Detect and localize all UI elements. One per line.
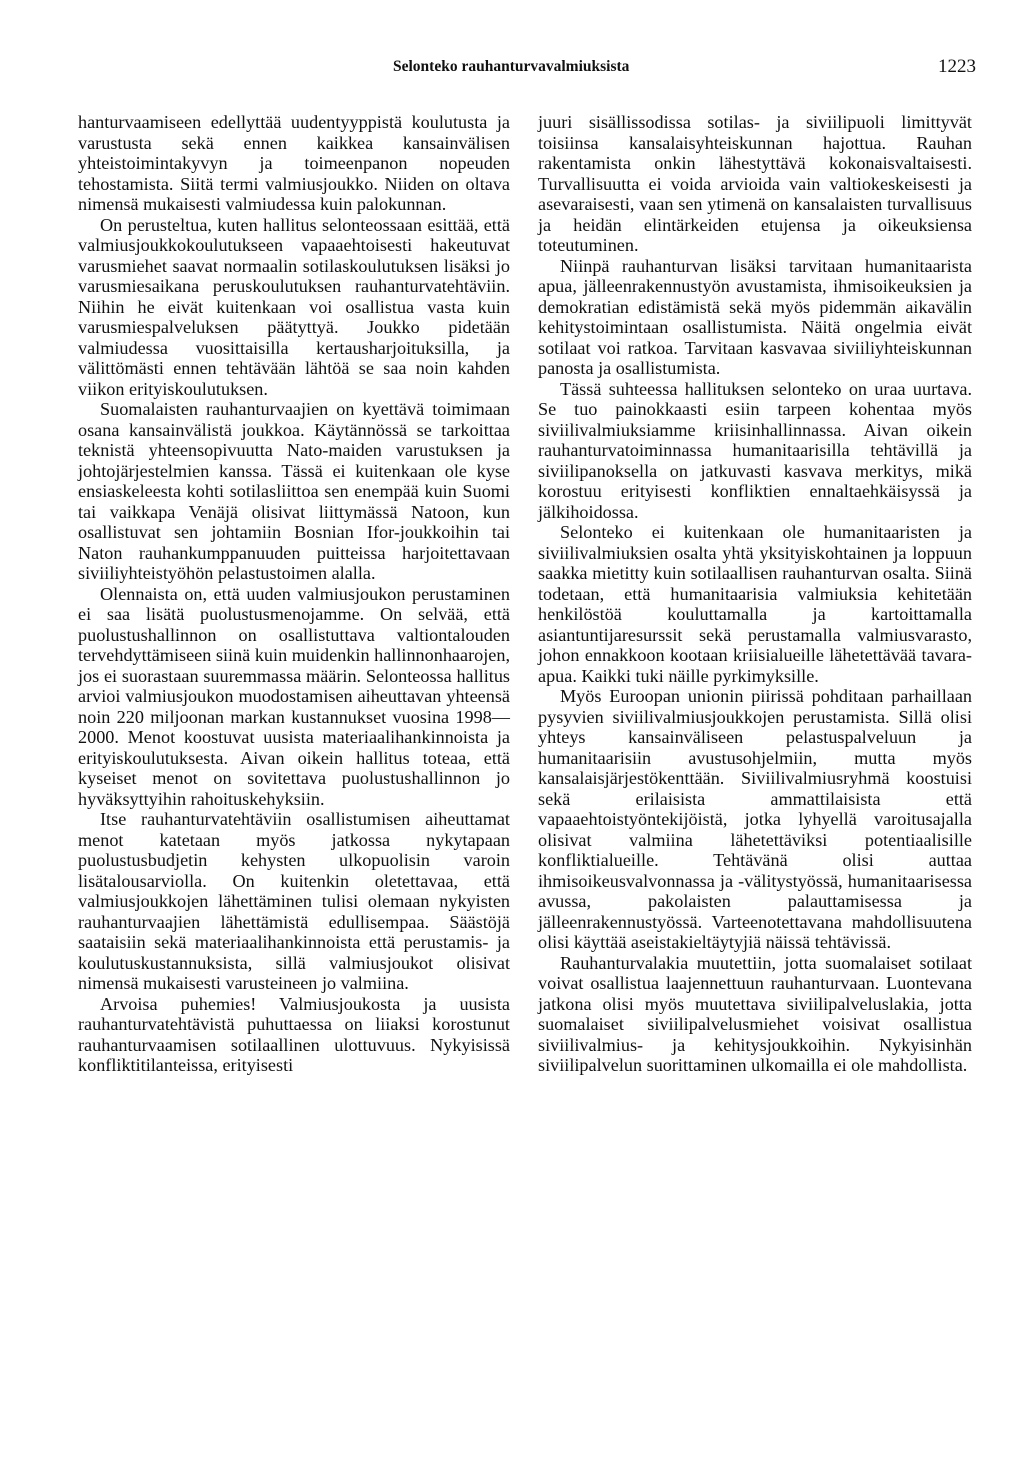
paragraph: Suomalaisten rauhanturvaajien on kyettävä toimimaan osana kansainvälistä joukkoa. Käytännössä se tarkoittaa teknistä yhteensopivuutta Nato-maiden varustuksen ja johtojärjestelmien kanssa. Tässä ei kuitenkaan ole kyse ensiaskeleesta kohti sotilasliittoa sen enempää kuin Suomi tai vaikkapa Venäjä olisivat liittymässä Natoon, kun osallistuvat sen johtamiin Bosnian Ifor-joukkoihin tai Naton rauhankumppanuuden puitteissa harjoitettavaan siviiliyhteistyöhön pelastustoimen alalla. (78, 399, 510, 583)
paragraph: juuri sisällissodissa sotilas- ja siviilipuoli limittyvät toisiinsa kansalaisyhteiskunnan hajottua. Rauhan rakentamista onkin lähestyttävä kokonaisvaltaisesti. Turvallisuutta ei voida arvioida vain valtiokeskeisesti ja asevaraisesti, vaan sen ytimenä on kansalaisten turvallisuus ja heidän elintärkeiden etujensa ja oikeuksiensa toteutuminen. (538, 112, 972, 255)
paragraph: Selonteko ei kuitenkaan ole humanitaaristen ja siviilivalmiuksien osalta yhtä yksityiskohtainen ja loppuun saakka mietitty kuin sotilaallisen rauhanturvan osalta. Siinä todetaan, että humanitaarisia valmiuksia kehitetään henkilöstöä kouluttamalla ja kartoittamalla asiantuntijaresurssit sekä perustamalla valmiusvarasto, johon ennakkoon kootaan kriisialueille lähetettävää tavara-apua. Kaikki tuki näille pyrkimyksille. (538, 522, 972, 686)
paragraph: Niinpä rauhanturvan lisäksi tarvitaan humanitaarista apua, jälleenrakennustyön avustamista, ihmisoikeuksien ja demokratian edistämistä sekä myös pidemmän aikavälin kehitystoimintaan osallistumista. Näitä ongelmia eivät sotilaat voi ratkoa. Tarvitaan kasvavaa siviiliyhteiskunnan panosta ja osallistumista. (538, 255, 972, 378)
paragraph: hanturvaamiseen edellyttää uudentyyppistä koulutusta ja varustusta sekä ennen kaikkea kansainvälisen yhteistoimintakyvyn ja toimeenpanon nopeuden tehostamista. Siitä termi valmiusjoukko. Niiden on oltava nimensä mukaisesti valmiudessa kuin palokunnan. (78, 112, 510, 214)
paragraph: Rauhanturvalakia muutettiin, jotta suomalaiset sotilaat voivat osallistua laajennettuun rauhanturvaan. Luontevana jatkona olisi myös muutettava siviilipalveluslakia, jotta suomalaiset siviilipalvelusmiehet voisivat osallistua siviilivalmius- ja kehitysjoukkoihin. Nykyisinhän siviilipalvelun suorittaminen ulkomailla ei ole mahdollista. (538, 952, 972, 1075)
paragraph: Tässä suhteessa hallituksen selonteko on uraa uurtava. Se tuo painokkaasti esiin tarpeen kohentaa myös siviilivalmiuksiamme kriisinhallinnassa. Aivan oikein rauhanturvatoiminnassa humanitaarisilla tehtävillä ja siviilipanoksella on jatkuvasti kasvava merkitys, mikä korostuu erityisesti konfliktien ennaltaehkäisyssä ja jälkihoidossa. (538, 378, 972, 522)
paragraph: Olennaista on, että uuden valmiusjoukon perustaminen ei saa lisätä puolustusmenojamme. On selvää, että puolustushallinnon on osallistuttava valtiontalouden tervehdyttämiseen siinä kuin muidenkin hallinnonhaarojen, jos ei suorastaan suuremmassa määrin. Selonteossa hallitus arvioi valmiusjoukon muodostamisen aiheuttavan yhteensä noin 220 miljoonan markan kustannukset vuosina 1998—2000. Menot koostuvat uusista materiaalihankinnoista ja erityiskoulutuksesta. Aivan oikein hallitus toteaa, että kyseiset menot on sovitettava puolustushallinnon jo hyväksyttyihin rahoituskehyksiin. (78, 583, 510, 809)
paragraph: On perusteltua, kuten hallitus selonteossaan esittää, että valmiusjoukkokoulutukseen vapaaehtoisesti hakeutuvat varusmiehet saavat normaalin sotilaskoulutuksen lisäksi jo varusmiesaikana peruskoulutuksen rauhanturvatehtäviin. Niihin he eivät kuitenkaan voi osallistua vasta kuin varusmiespalveluksen päätyttyä. Joukko pidetään valmiudessa vuosittaisilla kertausharjoituksilla, ja välittömästi ennen tehtävään lähtöä se saa noin kahden viikon erityiskoulutuksen. (78, 214, 510, 399)
left-column (78, 112, 510, 1076)
paragraph: Itse rauhanturvatehtäviin osallistumisen aiheuttamat menot katetaan myös jatkossa nykytapaan puolustusbudjetin kehysten ulkopuolisin varoin lisätalousarviolla. On kuitenkin oletettavaa, että valmiusjoukkojen lähettäminen tulisi olemaan nykyisten rauhanturvaajien lähettämistä edullisempaa. Säästöjä saataisiin sekä materiaalihankinnoista että perustamis- ja koulutuskustannuksista, sillä valmiusjoukot olisivat nimensä mukaisesti varusteineen jo valmiina. (78, 809, 510, 993)
paragraph: Arvoisa puhemies! Valmiusjoukosta ja uusista rauhanturvatehtävistä puhuttaessa on liiaksi korostunut rauhanturvaamisen sotilaallinen ulottuvuus. Nykyisissä konfliktitilanteissa, erityisesti (78, 993, 510, 1075)
paragraph: Myös Euroopan unionin piirissä pohditaan parhaillaan pysyvien siviilivalmiusjoukkojen perustamista. Sillä olisi yhteys kansainväliseen pelastuspalveluun ja humanitaarisiin avustusohjelmiin, mutta myös kansalaisjärjestökenttään. Siviilivalmiusryhmä koostuisi sekä erilaisista ammattilaisista että vapaaehtoistyöntekijöistä, jotka lyhyellä varoitusajalla olisivat valmiina lähetettäviksi potentiaalisille konfliktialueille. Tehtävänä olisi auttaa ihmisoikeusvalvonnassa ja -välitystyössä, humanitaarisessa avussa, pakolaisten palauttamisessa ja jälleenrakennustyössä. Varteenotettavana mahdollisuutena olisi käyttää aseistakieltäytyjiä näissä tehtävissä. (538, 686, 972, 952)
running-title: Selonteko rauhanturvavalmiuksista (393, 58, 630, 75)
page-number: 1223 (938, 56, 976, 77)
right-column (538, 112, 972, 1076)
